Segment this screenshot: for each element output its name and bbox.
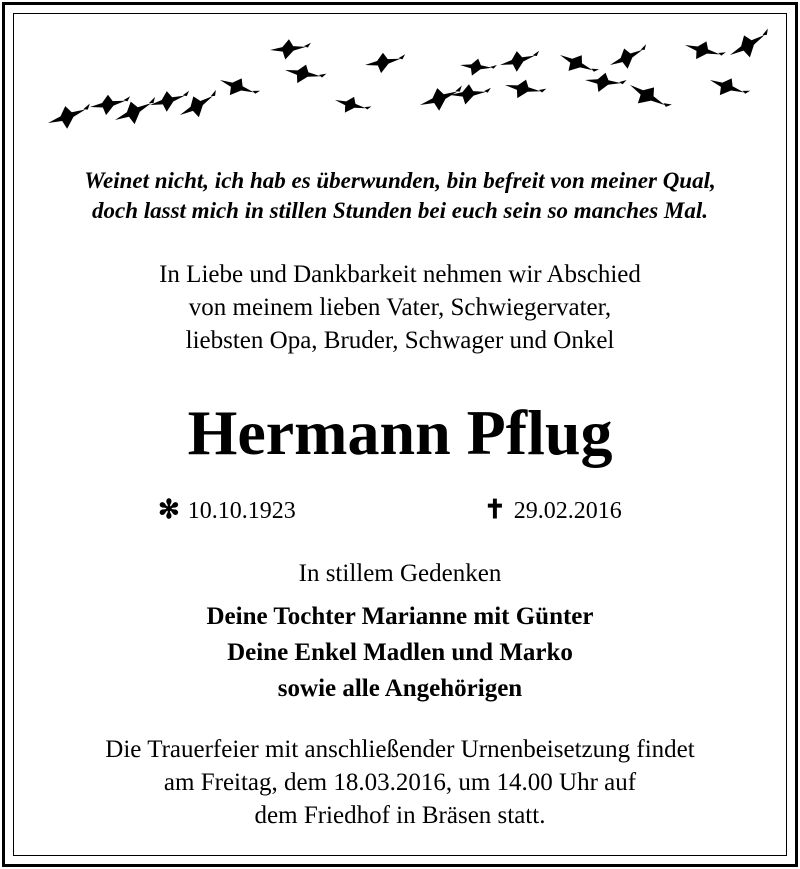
motto-line-1: Weinet nicht, ich hab es überwunden, bin befreit von meiner Qual, <box>84 168 716 193</box>
deceased-name: Hermann Pflug <box>187 397 613 468</box>
mourners-line-3: sowie alle Angehörigen <box>277 675 523 702</box>
mourners-line-1: Deine Tochter Marianne mit Günter <box>206 603 594 630</box>
death-date-block <box>484 495 622 526</box>
flock-of-birds-icon <box>30 25 770 145</box>
mourners-line-2: Deine Enkel Madlen und Marko <box>227 639 573 666</box>
motto-line-2: doch lasst mich in stillen Stunden bei euch sein so manches Mal. <box>92 198 708 223</box>
remembrance-line: In stillem Gedenken <box>298 560 502 587</box>
birth-date: 10.10.1923 <box>187 498 296 524</box>
birth-star-icon: ✻ <box>158 495 180 524</box>
intro-line-1: In Liebe und Dankbarkeit nehmen wir Abschied <box>159 261 641 288</box>
funeral-line-2: am Freitag, dem 18.03.2016, um 14.00 Uhr auf <box>163 769 637 796</box>
funeral-line-3: dem Friedhof in Bräsen statt. <box>254 802 546 829</box>
funeral-line-1: Die Trauerfeier mit anschließender Urnenbeisetzung findet <box>105 736 695 763</box>
death-cross-icon: ✝ <box>484 495 506 524</box>
intro-line-3: liebsten Opa, Bruder, Schwager und Onkel <box>185 327 615 354</box>
birth-date-block <box>158 495 296 526</box>
intro-line-2: von meinem lieben Vater, Schwiegervater, <box>188 294 612 321</box>
death-date: 29.02.2016 <box>513 498 622 524</box>
